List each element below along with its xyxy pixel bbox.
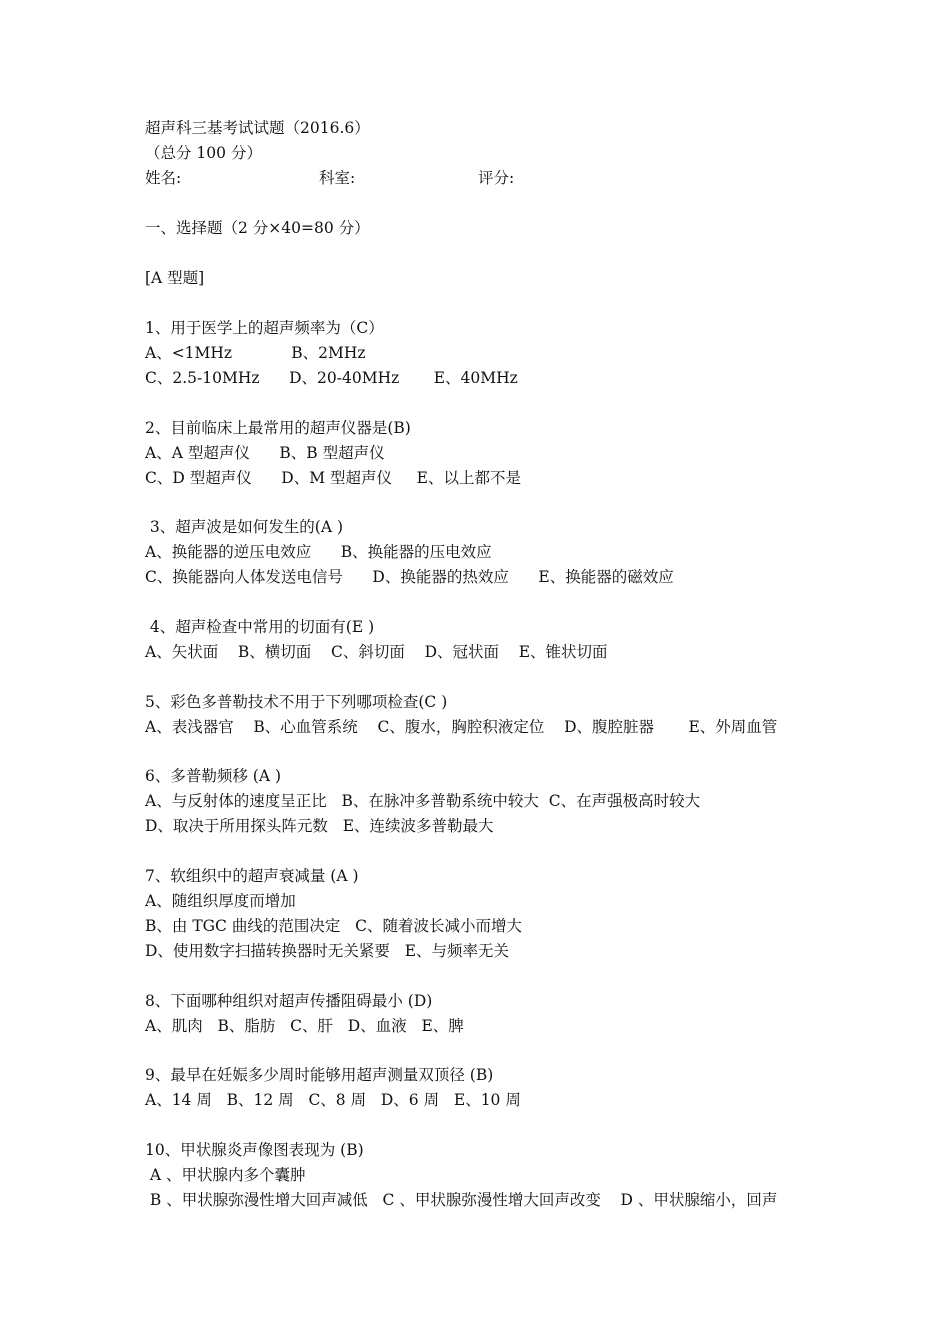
question-stem: 7、软组织中的超声衰减量 (A ) — [145, 867, 359, 885]
question-stem: 8、下面哪种组织对超声传播阻碍最小 (D) — [145, 992, 433, 1010]
question-stem: 4、超声检查中常用的切面有(E ) — [145, 618, 375, 636]
question-stem: 3、超声波是如何发生的(A ) — [145, 518, 344, 536]
question-stem: 10、甲状腺炎声像图表现为 (B) — [145, 1141, 364, 1159]
question-options: C、D 型超声仪 D、M 型超声仪 E、以上都不是 — [145, 469, 521, 487]
department-field-label: 科室: — [319, 169, 356, 187]
question-options: A 、甲状腺内多个囊肿 — [145, 1166, 306, 1184]
name-field-label: 姓名: — [145, 169, 182, 187]
question-stem: 5、彩色多普勒技术不用于下列哪项检查(C ) — [145, 693, 448, 711]
total-score: （总分 100 分） — [145, 144, 262, 162]
question-options: A、与反射体的速度呈正比 B、在脉冲多普勒系统中较大 C、在声强极高时较大 — [145, 792, 701, 810]
question-options: A、矢状面 B、横切面 C、斜切面 D、冠状面 E、锥状切面 — [145, 643, 608, 661]
exam-title: 超声科三基考试试题（2016.6） — [145, 119, 370, 137]
question-stem: 2、目前临床上最常用的超声仪器是(B) — [145, 419, 411, 437]
question-type-label: [A 型题] — [145, 269, 205, 287]
question-options: A、A 型超声仪 B、B 型超声仪 — [145, 444, 385, 462]
question-options: B、由 TGC 曲线的范围决定 C、随着波长减小而增大 — [145, 917, 522, 935]
question-options: B 、甲状腺弥漫性增大回声减低 C 、甲状腺弥漫性增大回声改变 D 、甲状腺缩小，回声 — [145, 1191, 778, 1209]
question-stem: 1、用于医学上的超声频率为（C） — [145, 319, 384, 337]
question-options: A、表浅器官 B、心血管系统 C、腹水，胸腔积液定位 D、腹腔脏器 E、外周血管 — [145, 718, 778, 736]
question-options: C、2.5-10MHz D、20-40MHz E、40MHz — [145, 369, 518, 387]
question-stem: 9、最早在妊娠多少周时能够用超声测量双顶径 (B) — [145, 1066, 494, 1084]
question-stem: 6、多普勒频移 (A ) — [145, 767, 282, 785]
question-options: D、取决于所用探头阵元数 E、连续波多普勒最大 — [145, 817, 494, 835]
question-options: A、肌肉 B、脂肪 C、肝 D、血液 E、脾 — [145, 1017, 464, 1035]
question-options: A、14 周 B、12 周 C、8 周 D、6 周 E、10 周 — [145, 1091, 521, 1109]
question-options: C、换能器向人体发送电信号 D、换能器的热效应 E、换能器的磁效应 — [145, 568, 674, 586]
question-options: A、换能器的逆压电效应 B、换能器的压电效应 — [145, 543, 492, 561]
question-options: A、<1MHz B、2MHz — [145, 344, 366, 362]
question-options: D、使用数字扫描转换器时无关紧要 E、与频率无关 — [145, 942, 510, 960]
section-heading: 一、选择题（2 分×40=80 分） — [145, 219, 370, 237]
score-field-label: 评分: — [478, 169, 515, 187]
question-options: A、随组织厚度而增加 — [145, 892, 296, 910]
